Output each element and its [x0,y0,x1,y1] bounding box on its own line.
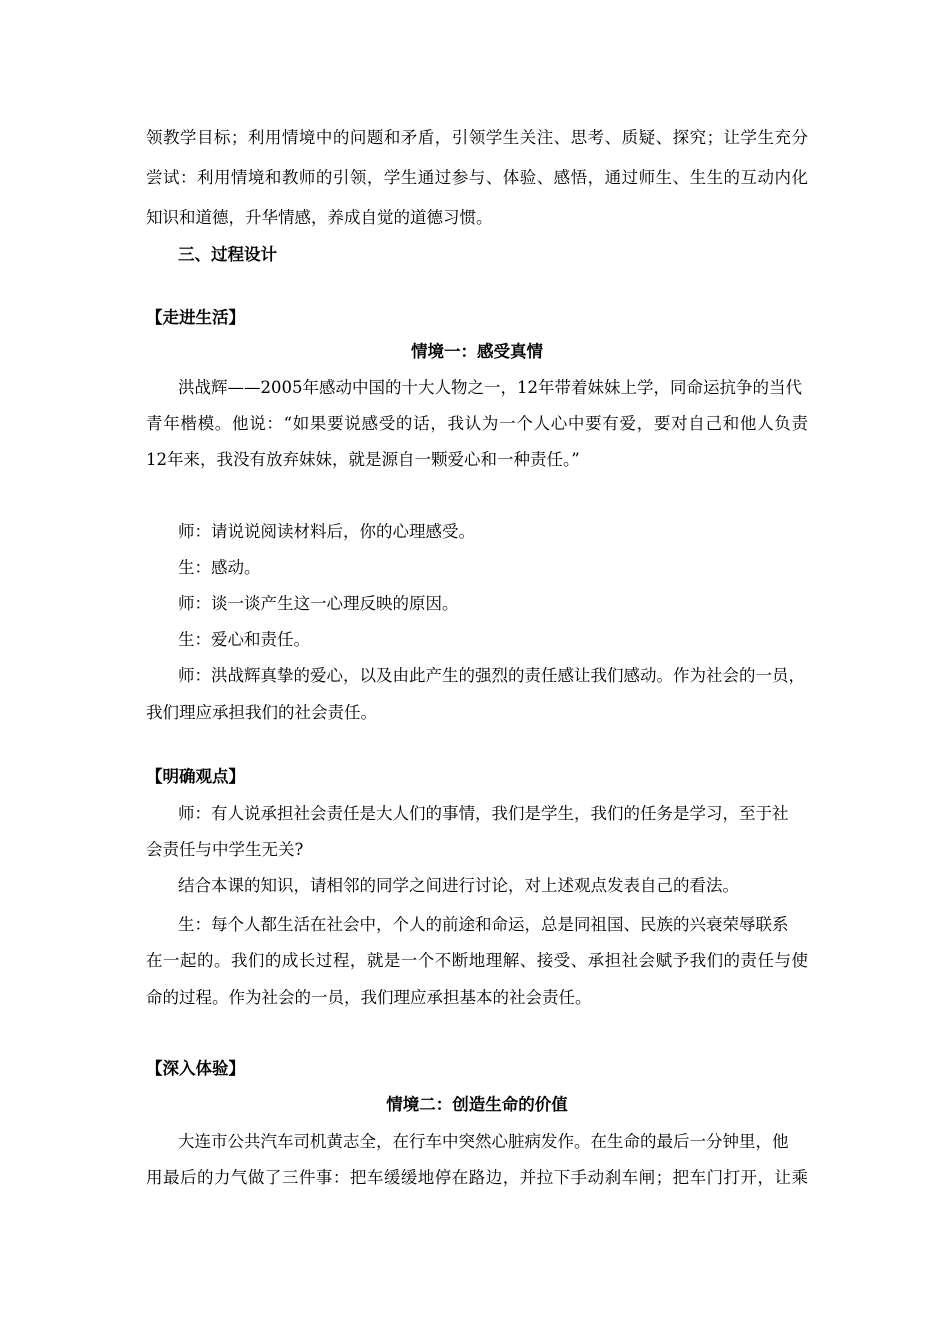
dialog-line: 师：谈一谈产生这一心理反映的原因。 [178,594,459,613]
part-heading: 【走进生活】 [146,308,245,327]
dialog-line: 生：感动。 [178,558,261,577]
story-line: 青年楷模。他说：“如果要说感受的话，我认为一个人心中要有爱，要对自己和他人负责 [146,414,808,433]
scene-title: 情境二：创造生命的价值 [386,1095,568,1114]
story-line: 用最后的力气做了三件事：把车缓缓地停在路边，并拉下手动刹车闸；把车门打开，让乘 [146,1168,808,1187]
part-heading: 【深入体验】 [146,1059,245,1078]
scene-title: 情境一：感受真情 [411,342,543,361]
paragraph-line: 会责任与中学生无关? [146,840,304,859]
part-heading: 【明确观点】 [146,767,245,786]
story-line: 大连市公共汽车司机黄志全，在行车中突然心脏病发作。在生命的最后一分钟里，他 [178,1132,789,1151]
story-line: 洪战辉——2005年感动中国的十大人物之一，12年带着妹妹上学，同命运抗争的当代 [178,378,802,397]
paragraph-line: 结合本课的知识，请相邻的同学之间进行讨论，对上述观点发表自己的看法。 [178,876,739,895]
section-heading: 三、过程设计 [178,245,277,264]
dialog-line: 师：请说说阅读材料后，你的心理感受。 [178,522,475,541]
dialog-line: 生：爱心和责任。 [178,630,310,649]
paragraph-line: 生：每个人都生活在社会中，个人的前途和命运，总是同祖国、民族的兴衰荣辱联系 [178,915,789,934]
paragraph-line: 命的过程。作为社会的一员，我们理应承担基本的社会责任。 [146,988,592,1007]
paragraph-line: 尝试：利用情境和教师的引领，学生通过参与、体验、感悟，通过师生、生生的互动内化 [146,168,808,187]
dialog-line: 师：洪战辉真挚的爱心，以及由此产生的强烈的责任感让我们感动。作为社会的一员， [178,666,805,685]
paragraph-line: 领教学目标；利用情境中的问题和矛盾，引领学生关注、思考、质疑、探究；让学生充分 [146,128,808,147]
dialog-line: 我们理应承担我们的社会责任。 [146,703,377,722]
paragraph-line: 师：有人说承担社会责任是大人们的事情，我们是学生，我们的任务是学习，至于社 [178,804,789,823]
story-line: 12年来，我没有放弃妹妹，就是源自一颗爱心和一种责任。” [146,450,580,469]
paragraph-line: 知识和道德，升华情感，养成自觉的道德习惯。 [146,208,493,227]
paragraph-line: 在一起的。我们的成长过程，就是一个不断地理解、接受、承担社会赋予我们的责任与使 [146,951,808,970]
